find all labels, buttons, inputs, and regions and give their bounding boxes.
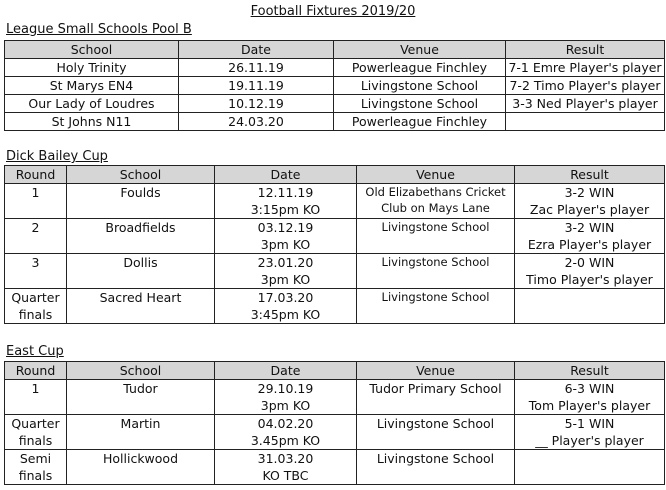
result-cell	[506, 113, 665, 131]
col-venue: Venue	[334, 41, 506, 59]
venue-cell: Livingstone School	[334, 95, 506, 113]
league-table	[4, 40, 665, 131]
col-school: School	[67, 362, 215, 380]
school-cell: Hollickwood	[67, 450, 215, 485]
round-cell: Semi finals	[5, 450, 67, 485]
school-cell: Dollis	[67, 254, 215, 289]
date-cell: 03.12.19 3pm KO	[215, 219, 357, 254]
school-cell: Holy Trinity	[5, 59, 179, 77]
date-cell: 10.12.19	[179, 95, 334, 113]
table-row	[5, 95, 665, 113]
school-cell: Tudor	[67, 380, 215, 415]
east-cup-header-row	[5, 362, 665, 380]
table-row	[5, 254, 665, 289]
date-cell: 29.10.19 3pm KO	[215, 380, 357, 415]
table-row	[5, 219, 665, 254]
east-cup-table	[4, 361, 665, 485]
table-row	[5, 415, 665, 450]
school-cell: St Marys EN4	[5, 77, 179, 95]
date-cell: 24.03.20	[179, 113, 334, 131]
date-cell: 12.11.19 3:15pm KO	[215, 184, 357, 219]
date-cell: 31.03.20 KO TBC	[215, 450, 357, 485]
table-row	[5, 184, 665, 219]
venue-cell: Livingstone School	[334, 77, 506, 95]
result-cell: 7-1 Emre Player's player	[506, 59, 665, 77]
east-cup-heading: East Cup	[6, 344, 64, 359]
col-school: School	[67, 166, 215, 184]
date-cell: 26.11.19	[179, 59, 334, 77]
col-school: School	[5, 41, 179, 59]
col-venue: Venue	[357, 362, 515, 380]
result-cell: 6-3 WIN Tom Player's player	[515, 380, 665, 415]
result-cell	[515, 289, 665, 324]
venue-cell: Powerleague Finchley	[334, 59, 506, 77]
result-cell: 3-2 WIN Zac Player's player	[515, 184, 665, 219]
result-cell	[515, 450, 665, 485]
page-title: Football Fixtures 2019/20	[250, 4, 416, 19]
school-cell: Broadfields	[67, 219, 215, 254]
result-cell: 7-2 Timo Player's player	[506, 77, 665, 95]
date-cell: 19.11.19	[179, 77, 334, 95]
result-cell: 3-2 WIN Ezra Player's player	[515, 219, 665, 254]
table-row	[5, 77, 665, 95]
venue-cell: Livingstone School	[357, 450, 515, 485]
round-cell: 3	[5, 254, 67, 289]
venue-cell: Livingstone School	[357, 289, 515, 324]
col-result: Result	[515, 166, 665, 184]
venue-cell: Old Elizabethans Cricket Club on Mays Lane	[357, 184, 515, 219]
school-cell: Our Lady of Loudres	[5, 95, 179, 113]
venue-cell: Livingstone School	[357, 254, 515, 289]
col-date: Date	[215, 362, 357, 380]
school-cell: Martin	[67, 415, 215, 450]
round-cell: Quarter finals	[5, 415, 67, 450]
round-cell: 1	[5, 380, 67, 415]
col-venue: Venue	[357, 166, 515, 184]
col-round: Round	[5, 362, 67, 380]
date-cell: 17.03.20 3:45pm KO	[215, 289, 357, 324]
table-row	[5, 59, 665, 77]
round-cell: 1	[5, 184, 67, 219]
dick-bailey-table	[4, 165, 665, 324]
venue-cell: Tudor Primary School	[357, 380, 515, 415]
venue-cell: Powerleague Finchley	[334, 113, 506, 131]
date-cell: 04.02.20 3.45pm KO	[215, 415, 357, 450]
school-cell: Foulds	[67, 184, 215, 219]
col-date: Date	[215, 166, 357, 184]
venue-cell: Livingstone School	[357, 219, 515, 254]
dick-bailey-heading: Dick Bailey Cup	[6, 149, 108, 164]
round-cell: 2	[5, 219, 67, 254]
col-round: Round	[5, 166, 67, 184]
result-cell: 2-0 WIN Timo Player's player	[515, 254, 665, 289]
result-cell: 5-1 WIN __ Player's player	[515, 415, 665, 450]
col-result: Result	[506, 41, 665, 59]
result-cell: 3-3 Ned Player's player	[506, 95, 665, 113]
dick-bailey-header-row	[5, 166, 665, 184]
col-result: Result	[515, 362, 665, 380]
table-row	[5, 380, 665, 415]
school-cell: Sacred Heart	[67, 289, 215, 324]
table-row	[5, 113, 665, 131]
table-row	[5, 450, 665, 485]
league-header-row	[5, 41, 665, 59]
date-cell: 23.01.20 3pm KO	[215, 254, 357, 289]
table-row	[5, 289, 665, 324]
school-cell: St Johns N11	[5, 113, 179, 131]
round-cell: Quarter finals	[5, 289, 67, 324]
col-date: Date	[179, 41, 334, 59]
league-heading: League Small Schools Pool B	[6, 22, 192, 37]
venue-cell: Livingstone School	[357, 415, 515, 450]
